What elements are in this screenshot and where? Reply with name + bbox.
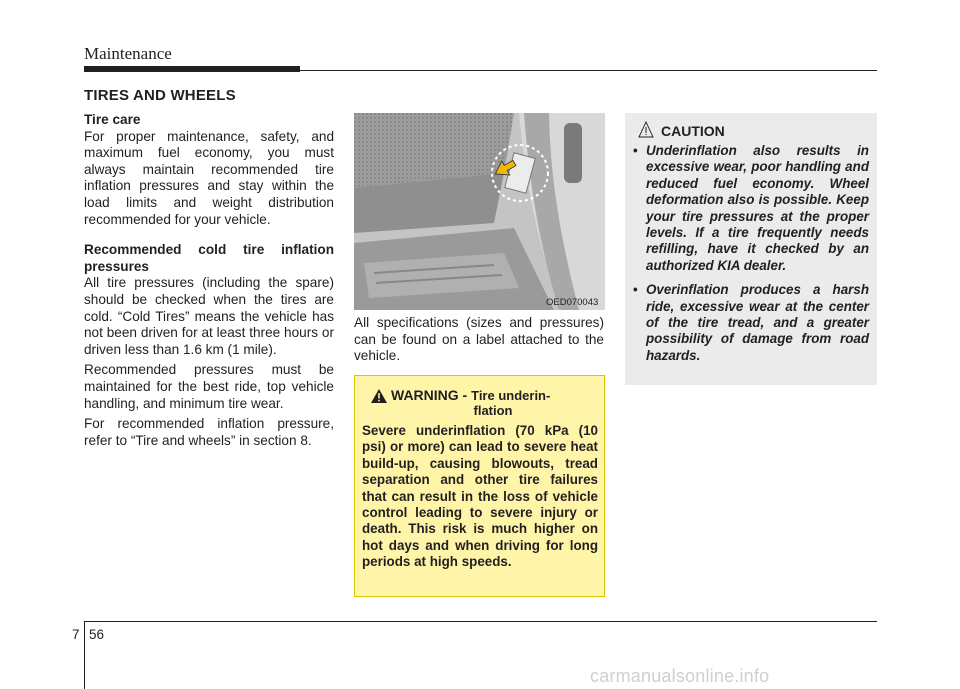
refer-paragraph: For recommended inflation pressure, refer to “Tire and wheels” in section 8.	[84, 416, 334, 448]
caution-title: CAUTION	[661, 123, 725, 139]
cold-pressure-paragraph: All tire pressures (including the spare) should be checked when the tires are cold. “Cold Tires” means the vehicle has not been driven for at least three hours or driven less than 1.6 km (1 mile).	[84, 275, 334, 357]
header-rule	[300, 70, 877, 71]
section-title: TIRES AND WHEELS	[84, 87, 236, 104]
warning-subject-1: Tire underin-	[471, 388, 551, 403]
warning-subject-2: flation	[473, 403, 513, 418]
caution-triangle-icon	[638, 121, 654, 144]
cold-pressure-heading: Recommended cold tire inflation pressures	[84, 242, 334, 274]
header-bar	[84, 66, 300, 72]
specification-paragraph: All specifications (sizes and pressures) can be found on a label attached to the vehicle.	[354, 315, 604, 364]
section-number: 7	[72, 627, 80, 642]
header-title: Maintenance	[84, 44, 172, 63]
photo-code: OED070043	[546, 297, 599, 308]
footer-divider	[84, 621, 85, 689]
warning-body: Severe underinflation (70 kPa (10 psi) or more) can lead to severe heat build-up, causing blowouts, tread separation and other tire failures that can result in the loss of vehicle control leading to severe injury or death. This risk is much higher on hot days and when driving for long periods at high speeds.	[362, 423, 598, 570]
footer-rule	[84, 621, 877, 622]
warning-title	[391, 387, 595, 418]
tire-care-paragraph: For proper maintenance, safety, and maximum fuel economy, you must always maintain recommended tire inflation pressures and stay within the load limits and weight distribution recommended for your vehicle.	[84, 128, 334, 227]
warning-label: WARNING -	[391, 387, 468, 403]
caution-box	[625, 113, 877, 385]
watermark: carmanualsonline.info	[590, 666, 770, 686]
warning-triangle-icon	[371, 389, 387, 408]
warning-box	[354, 375, 605, 597]
caution-item-overinflation: • Overinflation produces a harsh ride, excessive wear at the center of the tire tread, and a greater possibility of damage from road hazards.	[633, 282, 869, 364]
maintain-paragraph: Recommended pressures must be maintained for the best ride, top vehicle handling, and minimum tire wear.	[84, 362, 334, 411]
page-number: 56	[89, 627, 105, 642]
door-label-photo	[354, 113, 605, 310]
left-column	[84, 112, 334, 453]
tire-care-heading: Tire care	[84, 112, 141, 127]
caution-item-underinflation: • Underinflation also results in excessive wear, poor handling and reduced fuel economy. Wheel deformation also is possible. Keep your tire pressures at the proper levels. If a tire frequently needs refilling, have it checked by an authorized KIA dealer.	[633, 143, 869, 274]
caution-list	[633, 143, 869, 372]
